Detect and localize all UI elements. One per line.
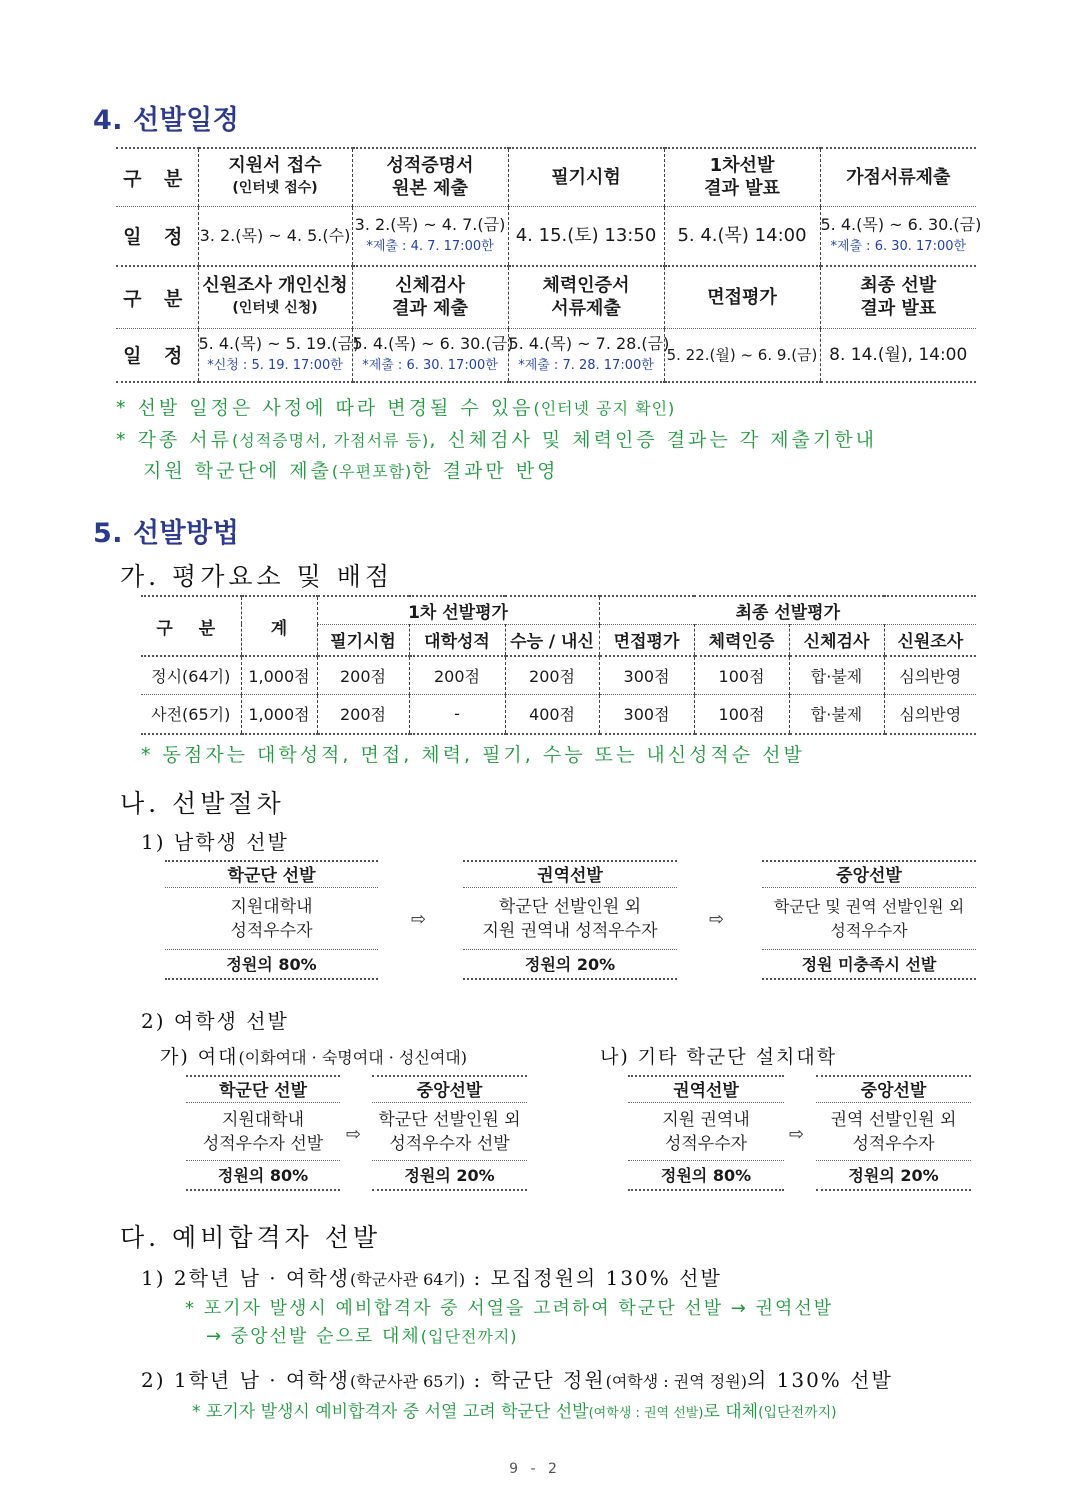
score-cell: 200점 bbox=[317, 694, 409, 734]
score-subheader: 신원조사 bbox=[884, 624, 976, 656]
schedule-date: 4. 15.(토) 13:50 bbox=[508, 206, 664, 266]
reserve-note-1-cont: → 중앙선발 순으로 대체(입단전까지) bbox=[206, 1326, 518, 1347]
schedule-date: 5. 4.(목) 14:00 bbox=[664, 206, 820, 266]
reserve-note-2: * 포기자 발생시 예비합격자 중 서열 고려 학군단 선발(여학생 : 권역 선발)로 대체(입단전까지) bbox=[192, 1402, 837, 1422]
score-cell: 1,000점 bbox=[241, 656, 317, 694]
reserve-para-2: 2) 1학년 남 · 여학생(학군사관 65기) : 학군단 정원(여학생 : 권역 정원)의 130% 선발 bbox=[141, 1368, 893, 1392]
score-subheader: 신체검사 bbox=[789, 624, 884, 656]
subsection-ga-title: 가. 평가요소 및 배점 bbox=[120, 562, 393, 591]
schedule-table bbox=[116, 147, 982, 383]
female-selection-title: 2) 여학생 선발 bbox=[141, 1009, 289, 1033]
score-cell: 합·불제 bbox=[789, 656, 884, 694]
score-table bbox=[141, 595, 976, 735]
schedule-date: 3. 2.(목) ~ 4. 5.(수) bbox=[198, 206, 352, 266]
section-5-title: 5. 선발방법 bbox=[93, 518, 240, 549]
schedule-date: 5. 4.(목) ~ 7. 28.(금) *제출 : 7. 28. 17:00한 bbox=[508, 328, 664, 382]
schedule-note-2: * 각종 서류(성적증명서, 가점서류 등), 신체검사 및 체력인증 결과는 각 제출기한내 bbox=[116, 429, 877, 451]
schedule-header: 지원서 접수 (인터넷 접수) bbox=[198, 148, 352, 206]
page-number: 9 - 2 bbox=[509, 1461, 561, 1477]
score-subheader: 수능 / 내신 bbox=[505, 624, 599, 656]
schedule-date: 5. 22.(월) ~ 6. 9.(금) bbox=[664, 328, 820, 382]
schedule-header: 성적증명서 원본 제출 bbox=[352, 148, 508, 206]
male-flow-step: 중앙선발 학군단 및 권역 선발인원 외 성적우수자 정원 미충족시 선발 bbox=[762, 860, 976, 980]
schedule-date: 5. 4.(목) ~ 6. 30.(금) *제출 : 6. 30. 17:00한 bbox=[352, 328, 508, 382]
score-row bbox=[141, 656, 976, 694]
subsection-na-title: 나. 선발절차 bbox=[120, 789, 285, 818]
other-university-title: 나) 기타 학군단 설치대학 bbox=[600, 1046, 838, 1068]
schedule-header: 체력인증서 서류제출 bbox=[508, 266, 664, 328]
schedule-header: 최종 선발 결과 발표 bbox=[820, 266, 976, 328]
score-cell: 200점 bbox=[317, 656, 409, 694]
schedule-header: 면접평가 bbox=[664, 266, 820, 328]
schedule-note-2-cont: 지원 학군단에 제출(우편포함)한 결과만 반영 bbox=[143, 460, 559, 482]
score-final-header: 최종 선발평가 bbox=[599, 596, 976, 624]
schedule-date: 3. 2.(목) ~ 4. 7.(금) *제출 : 4. 7. 17:00한 bbox=[352, 206, 508, 266]
reserve-note-1: * 포기자 발생시 예비합격자 중 서열을 고려하여 학군단 선발 → 권역선발 bbox=[185, 1298, 834, 1319]
score-cell: 200점 bbox=[505, 656, 599, 694]
score-row bbox=[141, 694, 976, 734]
male-selection-title: 1) 남학생 선발 bbox=[141, 830, 289, 854]
score-subheader: 필기시험 bbox=[317, 624, 409, 656]
score-cell: 합·불제 bbox=[789, 694, 884, 734]
female-flow-step: 학군단 선발 지원대학내 성적우수자 선발 정원의 80% bbox=[186, 1075, 340, 1191]
schedule-date-row-2 bbox=[116, 328, 976, 382]
score-first-header: 1차 선발평가 bbox=[317, 596, 599, 624]
section-4-title: 4. 선발일정 bbox=[93, 105, 240, 136]
reserve-para-1: 1) 2학년 남 · 여학생(학군사관 64기) : 모집정원의 130% 선발 bbox=[141, 1266, 722, 1290]
female-flow-step: 권역선발 지원 권역내 성적우수자 정원의 80% bbox=[628, 1075, 784, 1191]
flow-arrow-icon: ⇨ bbox=[709, 909, 725, 930]
score-gubun-header: 구 분 bbox=[141, 596, 241, 656]
score-cell: 1,000점 bbox=[241, 694, 317, 734]
score-subheader: 면접평가 bbox=[599, 624, 694, 656]
score-subheader: 체력인증 bbox=[694, 624, 789, 656]
score-row-name: 정시(64기) bbox=[141, 656, 241, 694]
score-header-row-1 bbox=[141, 596, 976, 624]
male-flow-step: 권역선발 학군단 선발인원 외 지원 권역내 성적우수자 정원의 20% bbox=[463, 860, 677, 980]
female-flow-step: 중앙선발 학군단 선발인원 외 성적우수자 선발 정원의 20% bbox=[372, 1075, 527, 1191]
iljeong-label: 일 정 bbox=[116, 328, 198, 382]
schedule-header-row-2 bbox=[116, 266, 976, 328]
score-cell: 400점 bbox=[505, 694, 599, 734]
schedule-date: 8. 14.(월), 14:00 bbox=[820, 328, 976, 382]
schedule-date-row-1 bbox=[116, 206, 976, 266]
schedule-header: 신체검사 결과 제출 bbox=[352, 266, 508, 328]
female-flow-step: 중앙선발 권역 선발인원 외 성적우수자 정원의 20% bbox=[816, 1075, 971, 1191]
schedule-date: 5. 4.(목) ~ 5. 19.(금) *신청 : 5. 19. 17:00한 bbox=[198, 328, 352, 382]
subsection-da-title: 다. 예비합격자 선발 bbox=[120, 1223, 382, 1252]
score-cell: 심의반영 bbox=[884, 656, 976, 694]
flow-arrow-icon: ⇨ bbox=[789, 1124, 805, 1145]
iljeong-label: 일 정 bbox=[116, 206, 198, 266]
score-cell: 200점 bbox=[409, 656, 505, 694]
schedule-header: 필기시험 bbox=[508, 148, 664, 206]
flow-arrow-icon: ⇨ bbox=[346, 1124, 362, 1145]
tie-break-note: * 동점자는 대학성적, 면접, 체력, 필기, 수능 또는 내신성적순 선발 bbox=[141, 744, 805, 766]
score-row-name: 사전(65기) bbox=[141, 694, 241, 734]
score-cell: 100점 bbox=[694, 656, 789, 694]
score-cell: 300점 bbox=[599, 656, 694, 694]
schedule-header: 신원조사 개인신청 (인터넷 신청) bbox=[198, 266, 352, 328]
schedule-header-row-1 bbox=[116, 148, 976, 206]
male-flow-step: 학군단 선발 지원대학내 성적우수자 정원의 80% bbox=[165, 860, 378, 980]
schedule-header: 1차선발 결과 발표 bbox=[664, 148, 820, 206]
score-subheader: 대학성적 bbox=[409, 624, 505, 656]
gubun-label: 구 분 bbox=[116, 266, 198, 328]
gubun-label: 구 분 bbox=[116, 148, 198, 206]
flow-arrow-icon: ⇨ bbox=[411, 909, 427, 930]
schedule-header: 가점서류제출 bbox=[820, 148, 976, 206]
schedule-date: 5. 4.(목) ~ 6. 30.(금) *제출 : 6. 30. 17:00한 bbox=[820, 206, 976, 266]
schedule-note-1: * 선발 일정은 사정에 따라 변경될 수 있음(인터넷 공지 확인) bbox=[116, 397, 676, 419]
score-cell: - bbox=[409, 694, 505, 734]
score-cell: 100점 bbox=[694, 694, 789, 734]
score-total-header: 계 bbox=[241, 596, 317, 656]
female-university-title: 가) 여대(이화여대 · 숙명여대 · 성신여대) bbox=[160, 1046, 467, 1068]
score-cell: 심의반영 bbox=[884, 694, 976, 734]
score-cell: 300점 bbox=[599, 694, 694, 734]
